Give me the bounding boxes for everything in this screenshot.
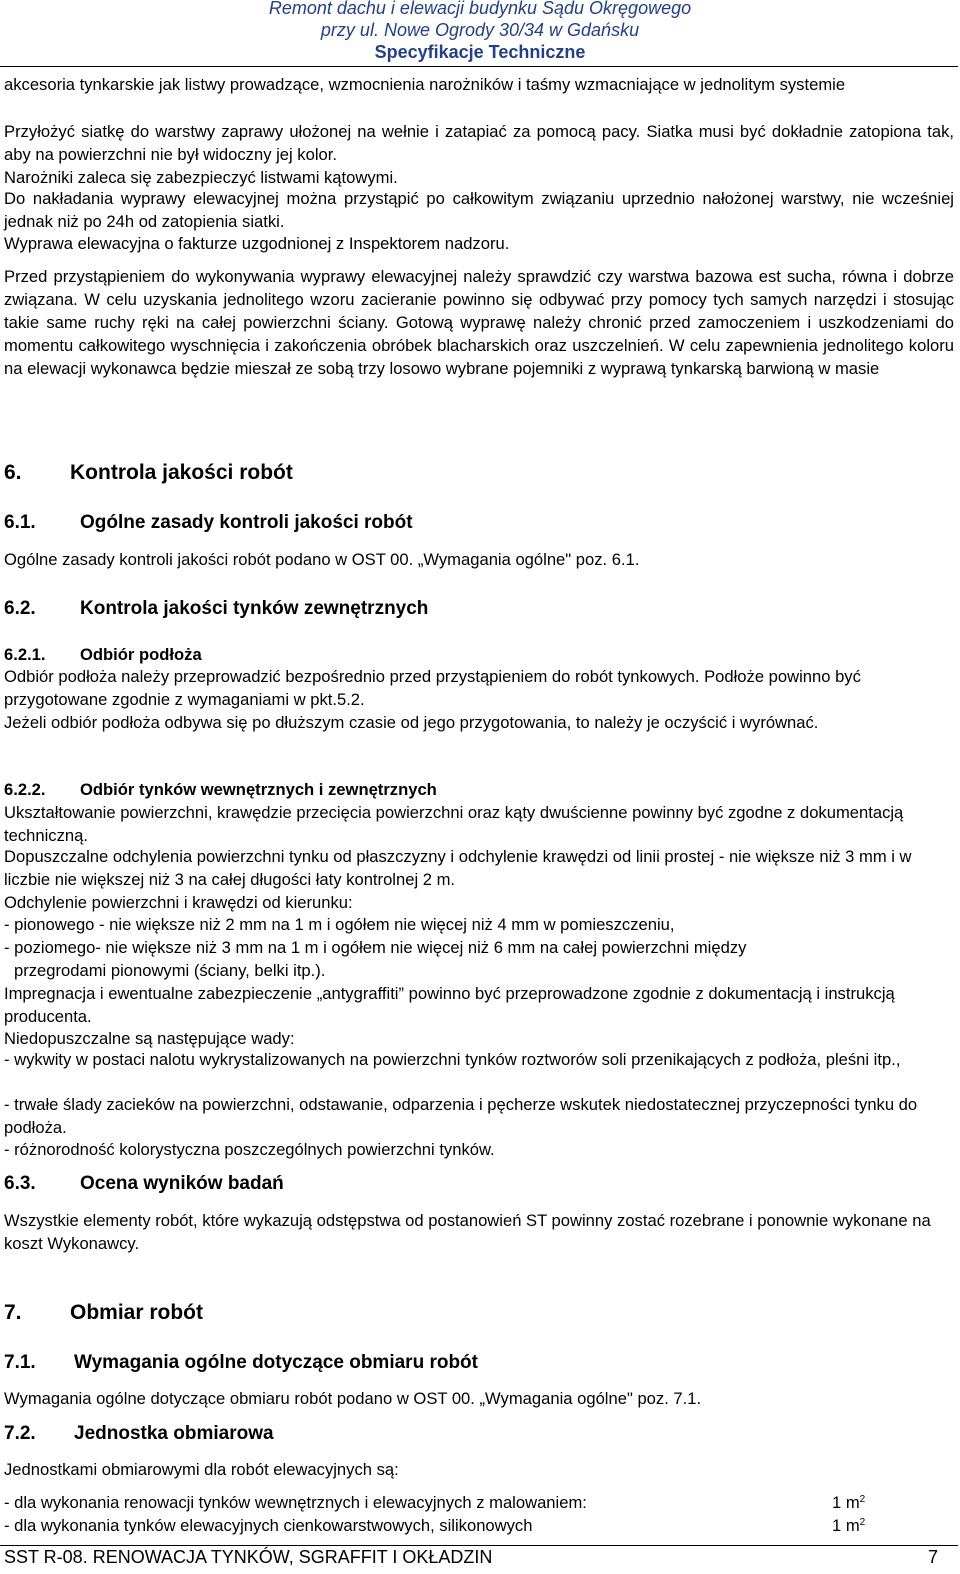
section-number: 7.2. [4, 1423, 36, 1444]
section-6-2-1-heading [4, 643, 202, 666]
section-6-2-1-paragraph-1: Odbiór podłoża należy przeprowadzić bezpośrednio przed przystąpieniem do robót tynkowych. Podłoże powinno być przygotowane zgodnie z wymaganiami w pkt.5.2. [4, 667, 861, 709]
header-line-3: Specyfikacje Techniczne [374, 42, 586, 62]
section-title: Odbiór podłoża [80, 645, 202, 664]
header-line-1: Remont dachu i elewacji budynku Sądu Okręgowego [268, 0, 692, 18]
section-6-2-1-paragraph-2: Jeżeli odbiór podłoża odbywa się po dłuższym czasie od jego przygotowania, to należy je oczyścić i wyrównać. [4, 713, 819, 732]
section-6-2-2-paragraph-1: Ukształtowanie powierzchni, krawędzie przecięcia powierzchni oraz kąty dwuścienne powinny być zgodne z dokumentacją techniczną. [4, 803, 904, 845]
section-7-1-text: Wymagania ogólne dotyczące obmiaru robót podano w OST 00. „Wymagania ogólne" poz. 7.1. [4, 1389, 702, 1408]
unit-quantity: 1 $m^2$ [832, 1516, 866, 1535]
header-rule [0, 66, 958, 67]
section-7-1-heading [4, 1351, 478, 1375]
section-number: 6.3. [4, 1173, 36, 1194]
section-6-2-heading [4, 597, 428, 621]
unit-row-2 [4, 1514, 954, 1537]
section-title: Kontrola jakości tynków zewnętrznych [80, 598, 429, 619]
section-7-heading [4, 1300, 203, 1326]
section-6-1-heading [4, 511, 413, 535]
section-6-2-2-paragraph-3: Odchylenie powierzchni i krawędzi od kierunku: [4, 893, 353, 912]
section-6-2-2-paragraph-2: Dopuszczalne odchylenia powierzchni tynku od płaszczyzny i odchylenie krawędzi od linii prostej - nie większe niż 3 mm i w liczbie nie większej niż 3 na całej długości łaty kontrolnej 2 m. [4, 847, 912, 889]
section-6-2-2-list-item-2-cont: przegrodami pionowymi (ściany, belki itp.). [14, 961, 326, 980]
intro-paragraph-4: Do nakładania wyprawy elewacyjnej można przystąpić po całkowitym związaniu uprzednio nałożonej warstwy, nie wcześniej jednak niż po 24h od zatopienia siatki. [4, 189, 954, 231]
section-6-2-2-paragraph-5: Niedopuszczalne są następujące wady: [4, 1029, 295, 1048]
section-6-2-2-defect-3: - różnorodność kolorystyczna poszczególnych powierzchni tynków. [4, 1140, 495, 1159]
section-6-2-2-list-item-1: - pionowego - nie większe niż 2 mm na 1 m i ogółem nie więcej niż 4 mm w pomieszczeniu, [4, 915, 675, 934]
section-title: Jednostka obmiarowa [74, 1423, 274, 1444]
section-number: 6.2. [4, 598, 36, 619]
section-title: Kontrola jakości robót [70, 461, 293, 484]
section-6-heading [4, 460, 293, 486]
intro-paragraph-2: Przyłożyć siatkę do warstwy zaprawy ułożonej na wełnie i zatapiać za pomocą pacy. Siatka musi być dokładnie zatopiona tak, aby na powierzchni nie był widoczny jej kolor. [4, 122, 954, 164]
section-6-3-text: Wszystkie elementy robót, które wykazują odstępstwa od postanowień ST powinny zostać rozebrane i ponownie wykonane na koszt Wykonawcy. [4, 1211, 931, 1253]
unit-label: - dla wykonania renowacji tynków wewnętrznych i elewacyjnych z malowaniem: [4, 1493, 587, 1512]
unit-quantity: 1 $m^2$ [832, 1493, 866, 1512]
section-7-2-text: Jednostkami obmiarowymi dla robót elewacyjnych są: [4, 1460, 399, 1479]
unit-row-1 [4, 1491, 954, 1514]
section-6-2-2-defect-2: - trwałe ślady zacieków na powierzchni, odstawanie, odparzenia i pęcherze wskutek niedostatecznej przyczepności tynku do podłoża. [4, 1095, 918, 1137]
section-number: 6.1. [4, 512, 36, 533]
section-6-3-heading [4, 1172, 284, 1196]
section-number: 6. [4, 461, 22, 484]
section-title: Ogólne zasady kontroli jakości robót [80, 512, 413, 533]
section-6-2-2-heading [4, 778, 437, 801]
intro-paragraph-6: Przed przystąpieniem do wykonywania wyprawy elewacyjnej należy sprawdzić czy warstwa bazowa est sucha, równa i dobrze związana. W celu uzyskania jednolitego wzoru zacieranie powinno się odbywać przy pomocy tych samych narzędzi i stosując takie same ruchy ręki na całej powierzchni ściany. Gotową wyprawę należy chronić przed zamoczeniem i uszkodzeniami do momentu całkowitego wyschnięcia i zakończenia obróbek blacharskich oraz uszczelnień. W celu zapewnienia jednolitego koloru na elewacji wykonawca będzie mieszał ze sobą trzy losowo wybrane pojemniki z wyprawą tynkarską barwioną w masie [4, 267, 954, 378]
page-number: 7 [927, 1547, 938, 1567]
section-title: Obmiar robót [70, 1301, 204, 1324]
section-number: 6.2.2. [4, 780, 46, 799]
footer-title: SST R-08. RENOWACJA TYNKÓW, SGRAFFIT I OKŁADZIN [4, 1547, 493, 1567]
section-6-1-text: Ogólne zasady kontroli jakości robót podano w OST 00. „Wymagania ogólne" poz. 6.1. [4, 550, 640, 569]
section-title: Wymagania ogólne dotyczące obmiaru robót [74, 1352, 478, 1373]
section-number: 7.1. [4, 1352, 36, 1373]
intro-paragraph-3: Narożniki zaleca się zabezpieczyć listwami kątowymi. [4, 168, 398, 187]
section-6-2-2-defect-1: - wykwity w postaci nalotu wykrystalizowanych na powierzchni tynków roztworów soli przenikających z podłoża, pleśni itp., [4, 1050, 901, 1069]
section-title: Odbiór tynków wewnętrznych i zewnętrznych [80, 780, 437, 799]
header-line-2: przy ul. Nowe Ogrody 30/34 w Gdańsku [320, 20, 640, 40]
section-7-2-heading [4, 1422, 274, 1446]
section-6-2-2-list-item-2: - poziomego- nie większe niż 3 mm na 1 m i ogółem nie więcej niż 6 mm na całej powierzchni między [4, 938, 747, 957]
section-number: 7. [4, 1301, 22, 1324]
section-title: Ocena wyników badań [80, 1173, 284, 1194]
intro-paragraph-1: akcesoria tynkarskie jak listwy prowadzące, wzmocnienia narożników i taśmy wzmacniające w jednolitym systemie [4, 75, 846, 94]
intro-paragraph-5: Wyprawa elewacyjna o fakturze uzgodnionej z Inspektorem nadzoru. [4, 234, 510, 253]
section-number: 6.2.1. [4, 645, 46, 664]
section-6-2-2-paragraph-4: Impregnacja i ewentualne zabezpieczenie „antygraffiti” powinno być przeprowadzone zgodnie z dokumentacją i instrukcją producenta. [4, 984, 895, 1026]
unit-label: - dla wykonania tynków elewacyjnych cienkowarstwowych, silikonowych [4, 1516, 533, 1535]
